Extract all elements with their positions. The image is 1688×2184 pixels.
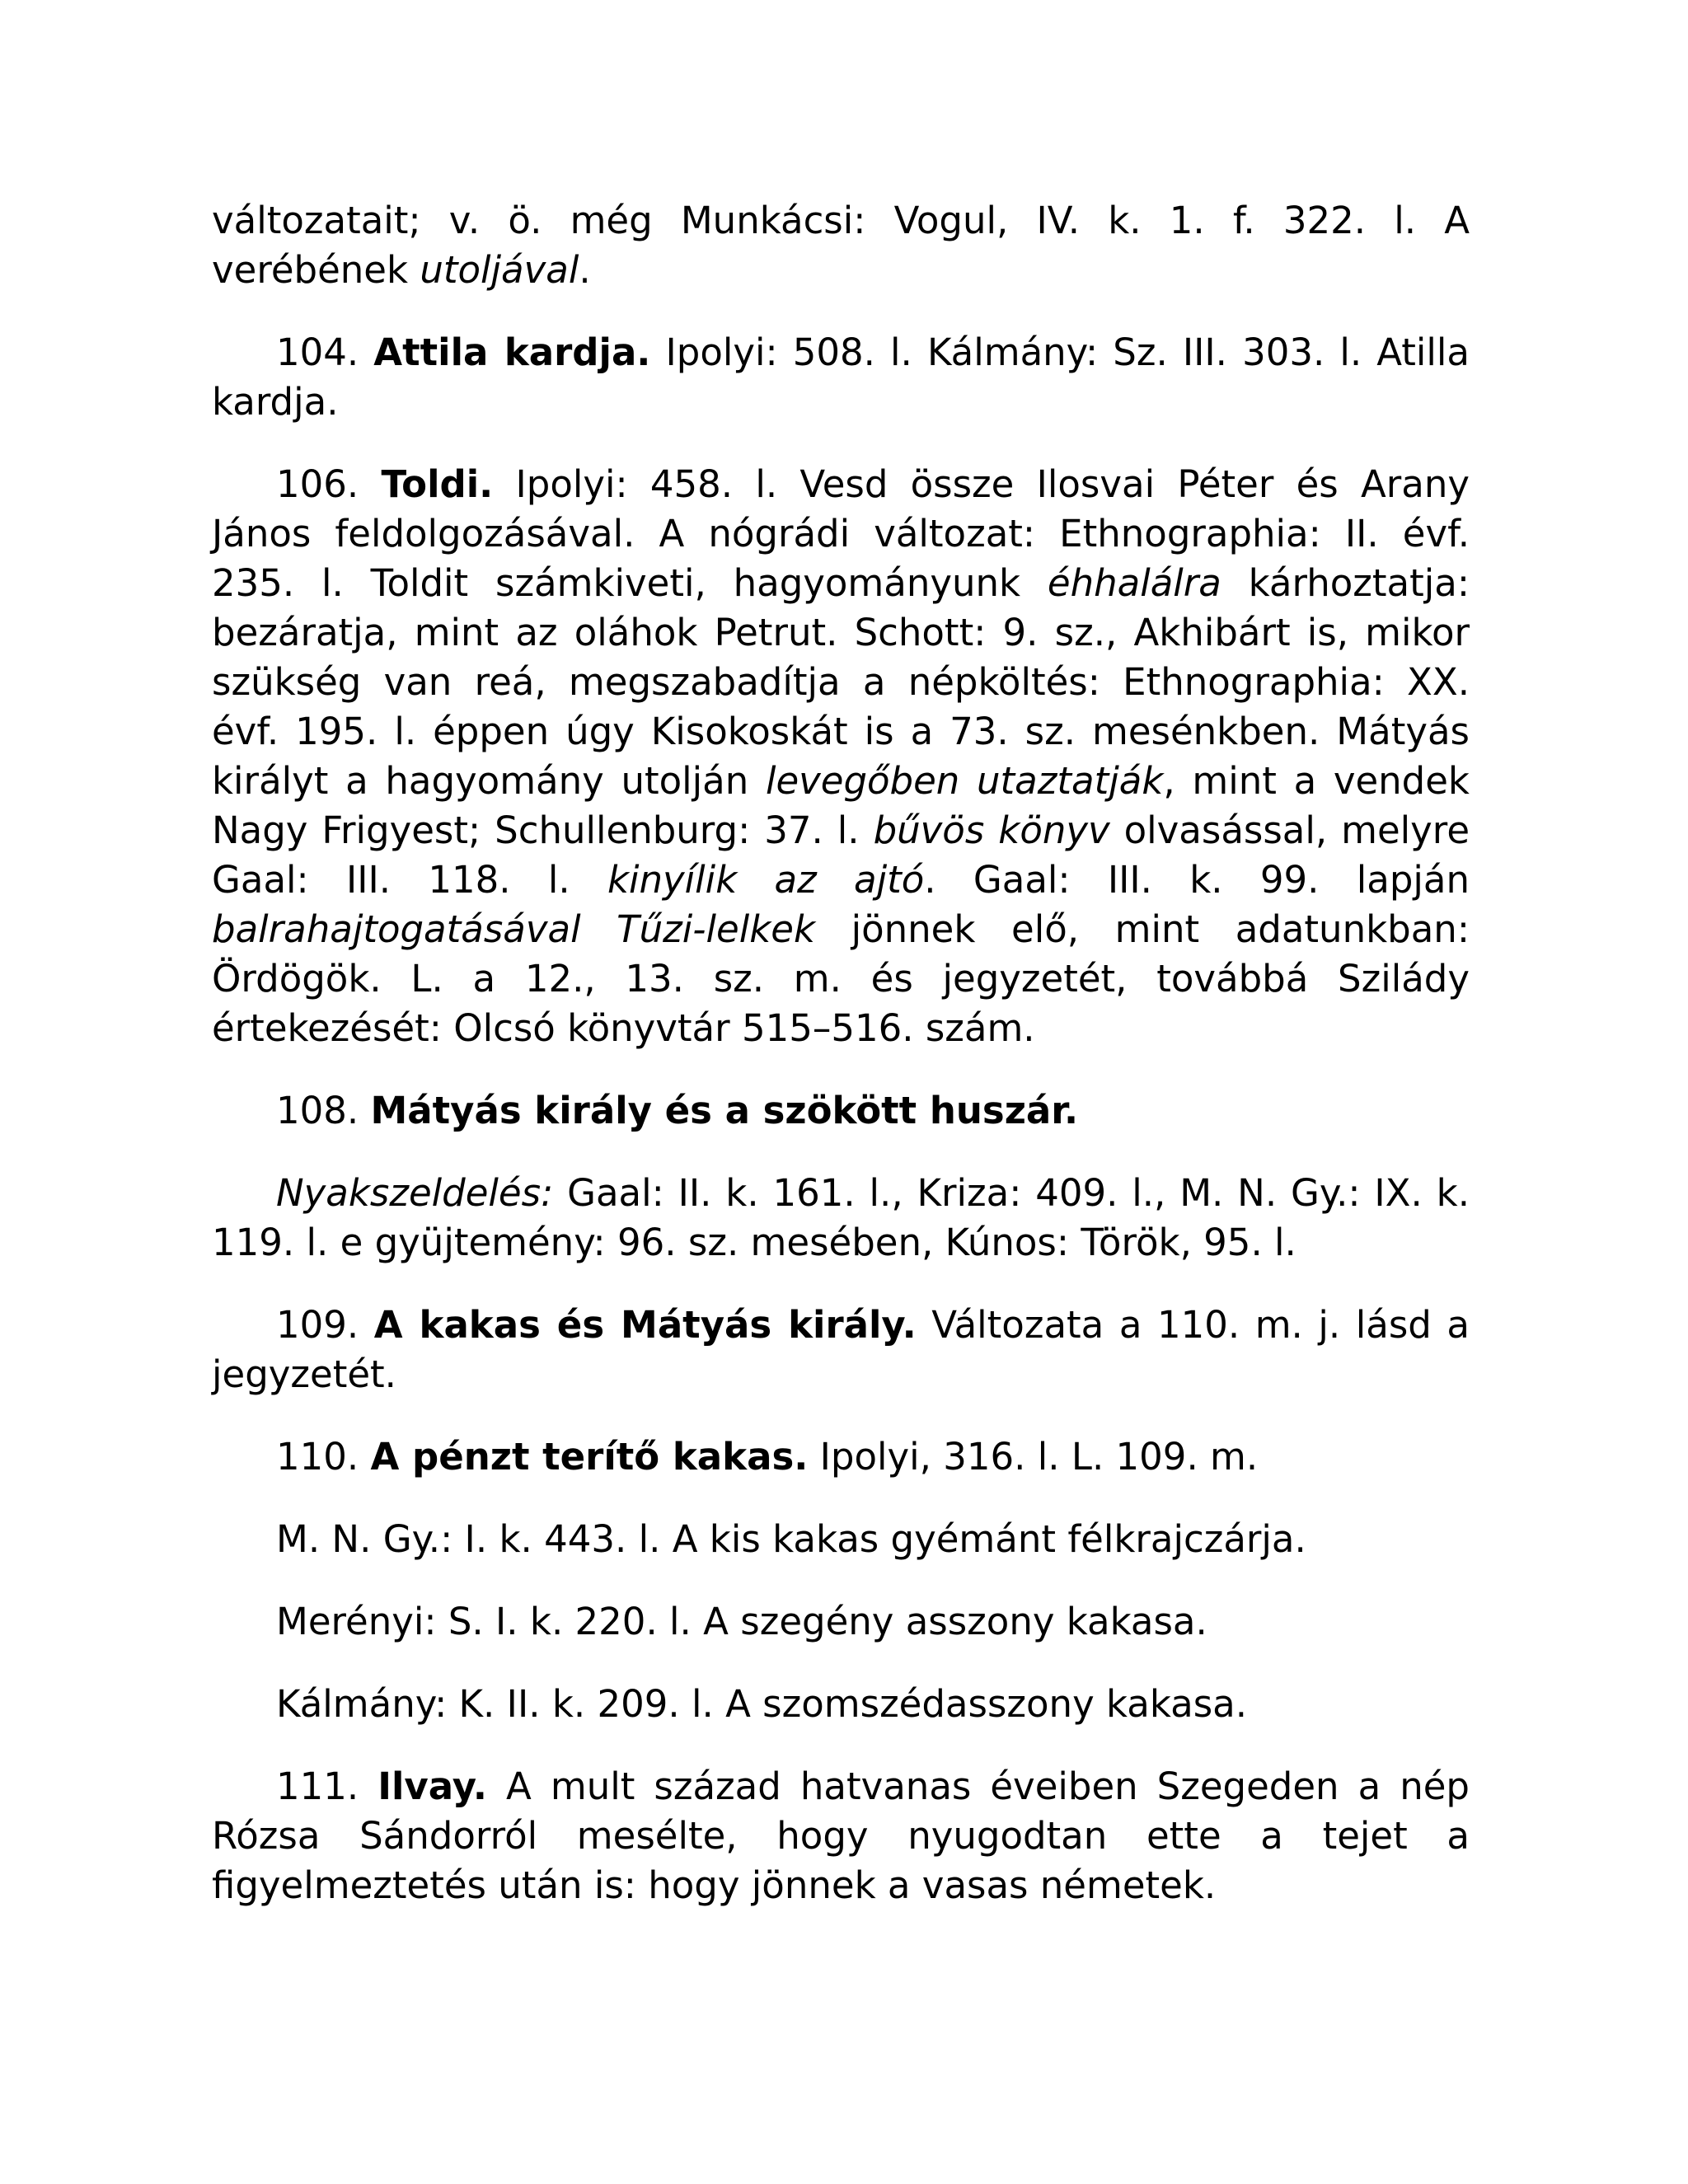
note-108 — [212, 1086, 1470, 1136]
note-number: 111. — [276, 1765, 378, 1808]
note-title: Ilvay. — [377, 1765, 488, 1808]
note-title: A pénzt terítő kakas. — [370, 1435, 809, 1479]
note-109 — [212, 1301, 1470, 1399]
note-text: Ipolyi: 458. l. Vesd össze Ilosvai Péter és Arany János feldolgozásával. A nógrádi változat: Ethnographia: II. évf. 235. l. Toldit számkiveti, hagyományunk — [212, 462, 1470, 605]
note-text: A mult század hatvanas éveiben Szegeden a nép Rózsa Sándorról mesélte, hogy nyugodtan ette a tejet a figyelmeztetés után is: hogy jönnek a vasas németek. — [212, 1765, 1470, 1907]
note-text: kárhoztatja: bezáratja, mint az oláhok Petrut. Schott: 9. sz., Akhibárt is, mikor szükség van reá, megszabadítja a népköltés: Ethnographia: XX. évf. 195. l. éppen úgy Kisokoskát is a 73. sz. mesénkben. Mátyás királyt a hagyomány utolján — [212, 561, 1470, 803]
italic-term: kinyílik az ajtó — [607, 858, 925, 902]
note-title: Attila kardja. — [373, 330, 651, 374]
note-text: jönnek elő, mint adatunkban: Ördögök. L. a 12., 13. sz. m. és jegyzetét, továbbá Szilády értekezését: Olcsó könyvtár 515–516. szám. — [212, 907, 1470, 1050]
reference-line: Kálmány: K. II. k. 209. l. A szomszédasszony kakasa. — [276, 1682, 1248, 1726]
italic-term: utoljával — [420, 248, 579, 292]
note-text: Változata a 110. m. j. lásd a jegyzetét. — [212, 1303, 1470, 1396]
note-text: . Gaal: III. k. 99. lapján — [924, 858, 1470, 902]
note-text: Ipolyi, 316. l. L. 109. m. — [808, 1435, 1259, 1479]
note-number: 106. — [276, 462, 382, 506]
italic-term: Nyakszeldelés: — [276, 1171, 554, 1215]
note-title: Toldi. — [381, 462, 494, 506]
reference-line: M. N. Gy.: I. k. 443. l. A kis kakas gyémánt félkrajczárja. — [276, 1517, 1306, 1561]
text-run: változatait; v. ö. még Munkácsi: Vogul, IV. k. 1. f. 322. l. A verébének — [212, 199, 1470, 292]
note-number: 109. — [276, 1303, 374, 1347]
italic-term: levegőben utaztatják — [765, 759, 1164, 803]
notes-text — [212, 196, 1470, 1910]
note-title: Mátyás király és a szökött huszár. — [370, 1089, 1079, 1132]
note-text: Gaal: II. k. 161. l., Kriza: 409. l., M. N. Gy.: IX. k. 119. l. e gyüjtemény: 96. sz. mesében, Kúnos: Török, 95. l. — [212, 1171, 1470, 1264]
italic-term: bűvös könyv — [873, 808, 1110, 852]
note-106 — [212, 460, 1470, 1053]
note-110 — [212, 1432, 1470, 1482]
note-text: olvasással, melyre Gaal: III. 118. l. — [212, 808, 1470, 902]
note-title: A kakas és Mátyás király. — [373, 1303, 917, 1347]
note-text: Ipolyi: 508. l. Kálmány: Sz. III. 303. l. Atilla kardja. — [212, 330, 1470, 424]
text-run: . — [579, 248, 591, 292]
note-number: 104. — [276, 330, 374, 374]
note-number: 108. — [276, 1089, 371, 1132]
note-111 — [212, 1762, 1470, 1910]
paragraph-continuation — [212, 196, 1470, 295]
italic-term: éhhalálra — [1047, 561, 1221, 605]
note-108-detail — [212, 1169, 1470, 1268]
note-number: 110. — [276, 1435, 371, 1479]
italic-term: balrahajtogatásával Tűzi-lelkek — [212, 907, 816, 951]
note-text: , mint a vendek Nagy Frigyest; Schullenburg: 37. l. — [212, 759, 1470, 852]
reference-line: Merényi: S. I. k. 220. l. A szegény asszony kakasa. — [276, 1600, 1207, 1643]
note-104 — [212, 328, 1470, 427]
